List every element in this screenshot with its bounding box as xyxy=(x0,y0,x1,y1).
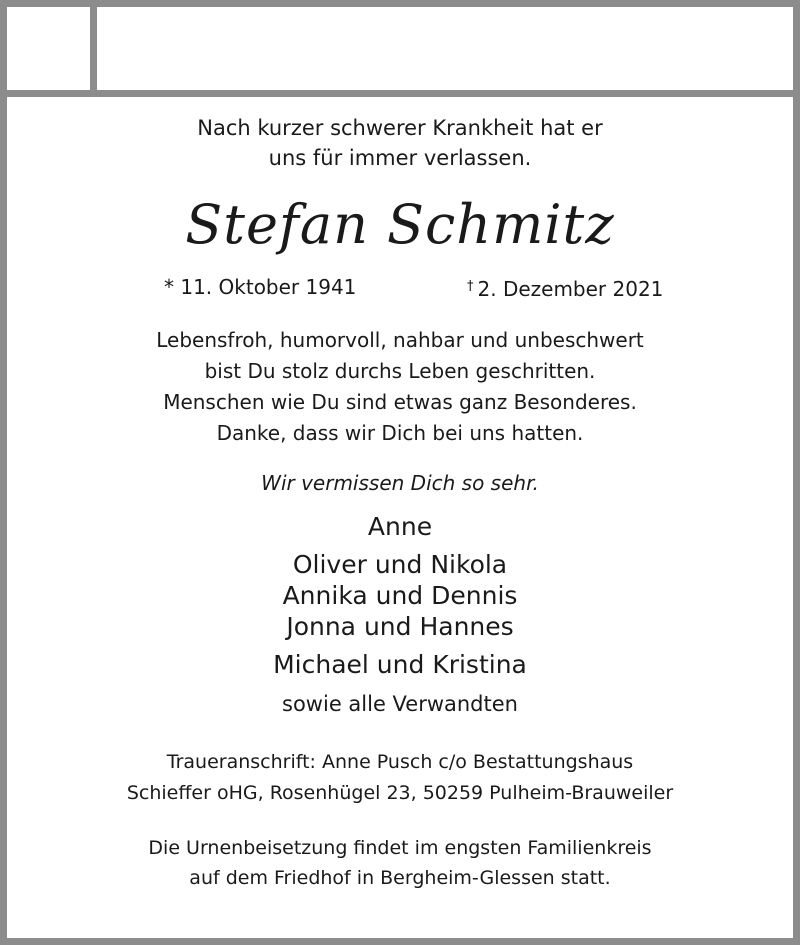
family-member: Anne xyxy=(367,512,433,541)
frame-cross-horizontal-bar xyxy=(0,90,800,97)
quote-line: Menschen wie Du sind etwas ganz Besonderes. xyxy=(163,390,637,414)
deceased-name: Stefan Schmitz xyxy=(185,193,615,256)
condolence-address xyxy=(7,747,793,809)
relatives-line: sowie alle Verwandten xyxy=(282,692,518,716)
intro-line: Nach kurzer schwerer Krankheit hat er xyxy=(197,116,603,140)
address-line: Schieffer oHG, Rosenhügel 23, 50259 Pulheim-Brauweiler xyxy=(126,782,674,804)
frame-bottom-border xyxy=(0,938,800,945)
death-date: 2. Dezember 2021 xyxy=(477,277,664,301)
burial-notice xyxy=(7,833,793,893)
frame-top-border xyxy=(0,0,800,7)
memorial-quote xyxy=(7,325,793,449)
family-member: Annika und Dennis xyxy=(282,581,518,610)
quote-line: Lebensfroh, humorvoll, nahbar und unbeschwert xyxy=(156,328,644,352)
quote-line: Danke, dass wir Dich bei uns hatten. xyxy=(216,421,584,445)
family-members xyxy=(7,511,793,680)
life-dates xyxy=(7,273,793,301)
address-line: Traueranschrift: Anne Pusch c/o Bestattungshaus xyxy=(166,751,634,773)
intro-line: uns für immer verlassen. xyxy=(268,146,532,170)
frame-cross-vertical-bar xyxy=(90,0,97,95)
cross-icon: † xyxy=(467,279,474,294)
burial-line: auf dem Friedhof in Bergheim-Glessen statt. xyxy=(189,867,611,889)
family-member: Oliver und Nikola xyxy=(292,550,508,579)
miss-you-line: Wir vermissen Dich so sehr. xyxy=(261,471,539,495)
burial-line: Die Urnenbeisetzung findet im engsten Familienkreis xyxy=(148,837,652,859)
intro-text xyxy=(7,113,793,173)
birth-date: * 11. Oktober 1941 xyxy=(164,275,357,299)
death-date-group xyxy=(467,273,663,303)
family-member: Jonna und Hannes xyxy=(286,612,514,641)
frame-left-border xyxy=(0,0,7,945)
frame-right-border xyxy=(793,0,800,945)
family-member: Michael und Kristina xyxy=(273,650,527,679)
quote-line: bist Du stolz durchs Leben geschritten. xyxy=(204,359,596,383)
obituary-content xyxy=(7,97,793,893)
